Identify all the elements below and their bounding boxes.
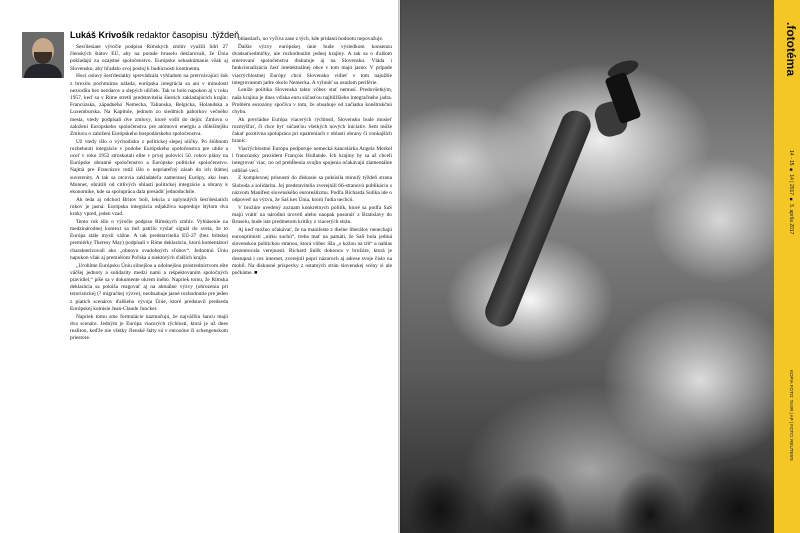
article-column-1 [70, 44, 228, 516]
paragraph: Ak teda aj odchod Britov boli, lekcia z uplynulých šesťdesiatich rokov je jasná: Európska integrácia odjakživa napreduje štýlom dva kroky vpred, jeden vzad. [70, 196, 228, 218]
page-folio: 14 - 15 ■ 14 | 2017 ■ 3. apríla 2017 [788, 150, 794, 235]
paragraph: „Urobíme Európsku Úniu silnejšou a odolnejšou prostredníctvom ešte väčšej jednoty a solidarity medzi nami a rešpektovaním spoločných pravidiel,“ píše sa v dokumente okrem iného. Napriek tomu, že Rímska deklarácia sa pokúša reagovať aj na aktuálne výzvy (ohrozenia pri teroristickej (? migračnej výzve), neobsahuje jasné rozhodnutie pre jeden z piatich scenárov ďalšieho vývoja Únie, ktoré predstavil predseda Európskej komisie Jean-Claude Juncker. [70, 262, 228, 312]
paragraph: Šesťdesiate výročie podpisu Rímskych zmlúv využili lídri 27 členských štátov EÚ, aby na porade bruselu deklarovali, že Únia pokladajú za ozajstné spoločenstvo. Európske sebaskúmanie však aj Slovensko, aby hľadalo svoj postoj k budúcnosti kontinentu. [70, 44, 228, 72]
paragraph: Už vtedy išlo o východisko z politickej slepej uličky. Po štúbnom rozbehnutí integrácie v podobe Európskeho spoločenstva pre uhlie a oceľ v roku 1952 stroskotali elite v prvej polovici 50. rokov plány na Európske obranné spoločenstvo a Európske politické spoločenstvo. Najmä pre Francúzov totiž išlo o nepriateľný zásah do ich štátnej suverenity. A tak sa otcovia zakladateľa zameranej Európy, ako Jean Monnet, obrátili od citlivých oblastí politickej integrácie a obrany k ekonomike, kde sa spolupráca dala presadiť jednoduchšie. [70, 138, 228, 196]
right-page-photo [400, 0, 800, 533]
photo-credit: KOPIA FOTO: TASR | AP | FOTO: REUTERS [789, 370, 794, 461]
paragraph: Viacrýchlostnú Európu podporuje nemecká kancelárka Angela Merkel i francúzsky prezident François Hollande. Ich krajiny by sa až chceli integrovať viac, no od prehĺbenia svojho spojenia očakávajú zlamentálne odlišné veci. [232, 146, 392, 174]
author-role: redaktor časopisu .týždeň [136, 30, 240, 40]
author-byline [70, 30, 239, 40]
section-label: .fototéma [784, 22, 798, 76]
paragraph: V brožúre uvedený zoznam konkrétnych politík, ktoré sa podľa SaS majú vrátiť na národnú úroveň alebo naopak posunúť z Bratislavy do Bruselu, bude iste predmetom kritiky z viacerých strán. [232, 204, 392, 226]
paragraph: Z komplexnej prísnosti do diskusie sa pokúsila minulý týždeň strana Sloboda a solidarita. Jej predstavitelia zverejnili 66-stranovú publikáciu s názvom Manifest slovenského euroreálizmu. Podľa Richarda Sulíka ide o odpoveď na výzvu, že Saš kes Únia, ktorú ľudia nechcú. [232, 175, 392, 203]
paragraph: Ďalšie výzvy európskej únie bude výsledkom konsenzu dvadsaťsedmičky, nie rozhodnutím jednej krajiny. A tak sa o ďalšom smerovaní spoločenstva diskutuje aj na Slovensku. Vláda i fankcionalizácia časť intelektuálnej obce v tom majú jasno: V prípade viacrýchlostnej Európy chcú Slovensko vidieť v tom najužšie integrovanom jadre okolo Nemecka. A vyhnúť sa osudom periférie. [232, 43, 392, 86]
paragraph: Tento rok išlo o výročie podpisu Rímskych zmlúv. Vyhlásenie na medzinárodnej kontext sa tiež patrilo vyslať signál do sveta, že to Európa stále myslí vážne. A tak predstavitelia EÚ-27 (bez britskej premiérky Theresy May) podpísali v Ríme deklaráciu, ktorú komentátori charakterizovali ako „obnovu svadobných sľubov“. Jednotnú Úniu napokon však aj premiérom Poľska a niektorých ďalších krajín. [70, 218, 228, 261]
section-sidebar [774, 0, 800, 533]
paragraph: Hoci oslavy šesťdesiatky sprevádzala vyhladom na pretrvávajúci šok z brexitu pochmúrna nálada, európska integrácia sa ani v minulosti nezrodila bez nezdarov a slepých uličiek. Tak to bolo napokon aj v roku 1957, keď sa v Ríme stretli predstavitelia šiestich zakladajúcich krajín: Francúzska, západného Nemecka, Talianska, Belgicka, Holandska a Luxemburska. Na Kapitole, jednom zo siedmich pahorkov večného mesta, vtedy podpísali dve zmluvy, ktoré vošli do dejín: Zmluvu o založení Európskeho spoločenstva pre atómovú energiu a dôležitejšiu Zmluvu o založení Európskeho hospodárskeho spoločenstva. [70, 73, 228, 137]
paragraph: Ak prevládne Európa viacerých rýchlostí, Slovensko bude musieť rozmýšľať, či chce byť súčasťou všetkých nových iniciatív. Sem môže čakať pozitívna spolupráca pri opatreniach v oblasti obrany či vonkajších hraníc. [232, 116, 392, 145]
crowd-silhouette [400, 400, 774, 533]
paragraph: oblastiach, no vyčiva zase z tých, kde pridanú hodnotu nepovažuje. [238, 36, 384, 42]
paragraph: Leniže politika Slovenska takto vôbec stať nemusí. Predovšetkým, naša krajina je dnes vďaka euru súčasťou najbližšieho integračného jadra. Problém eurozóny spočíva v tom, že obsahuje od začiatku konštrukčnú chybu. [232, 87, 392, 116]
author-avatar [22, 32, 64, 78]
page-gutter [398, 0, 402, 533]
author-name: Lukáš Krivošík [70, 30, 135, 40]
paragraph: Aj keď možno očakávať, že na manifeste z dielne liberálov nenechajú eurooptimisti „nitku suchú“, treba mať na pamäti, že SaS bola jediná slovenskou politickou stranou, ktorá vôbec išla „s kožou na trh“ a nahlas prezentovala verejnosti. Richard Sulík dokonca v brožúre, ktorá je dostupná i cez internet, zverejnil popri názoroch aj adrese svoje číslo na mobil. Na diskusné príspevky z ostatných strán slovenskej scény si ale počkáme. ■ [232, 226, 392, 276]
article-column-2 [232, 36, 392, 520]
paragraph: Napriek tomu sme formulácie nazmačujú, že najväčšiu šancu majú dva scenáre. Jedným je Európa viacerých rýchlostí, ktorá je už dnes realitou, keďže nie všetky členské štáty sú v eurozóne či schengenskom priestore. [70, 313, 228, 342]
